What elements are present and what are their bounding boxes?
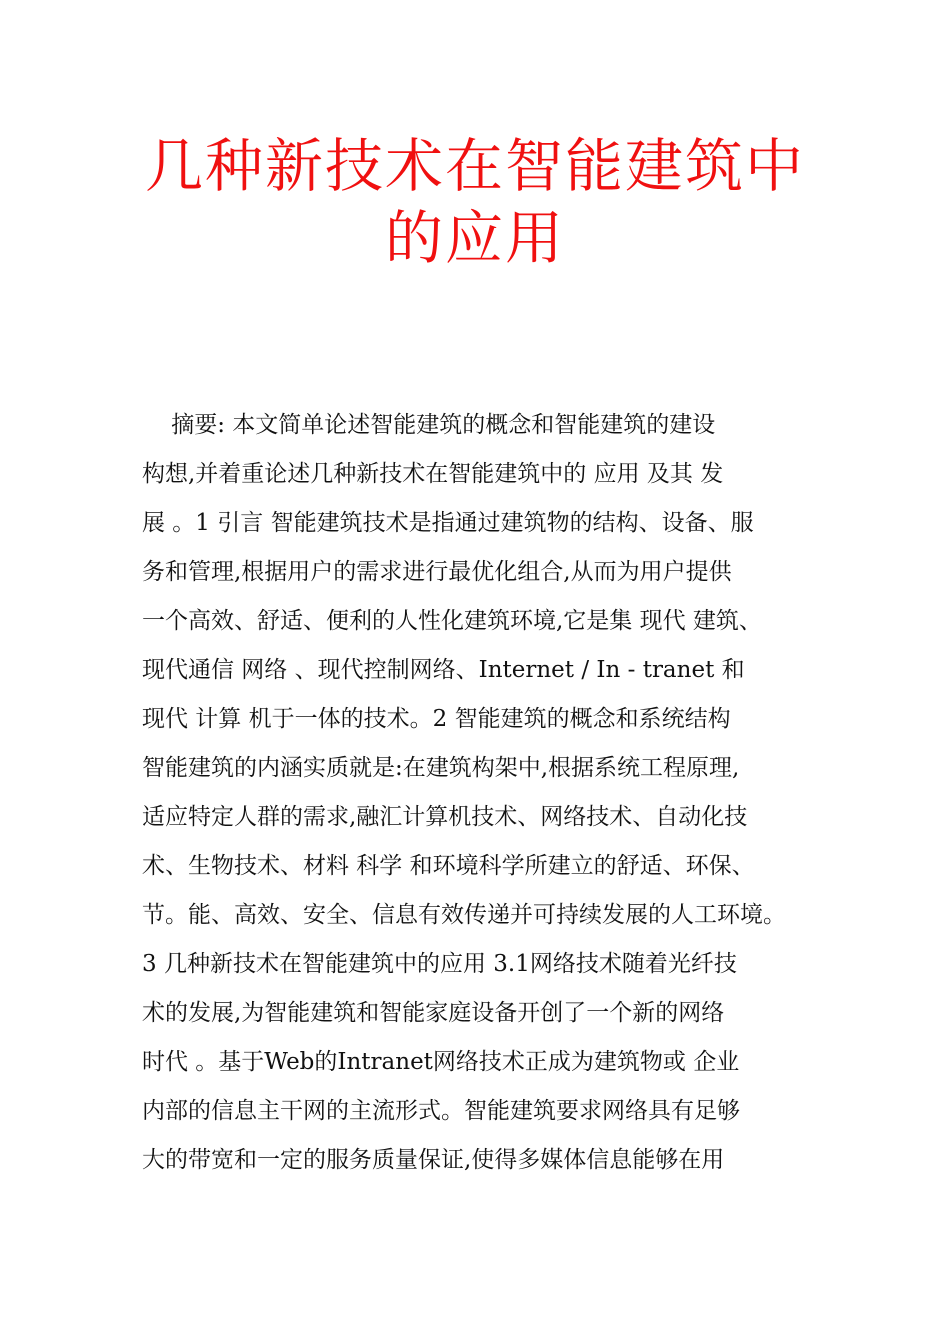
body-line: 构想,并着重论述几种新技术在智能建筑中的 应用 及其 发 <box>142 461 724 487</box>
body-line: 现代通信 网络 、现代控制网络、Internet / In - tranet 和 <box>142 657 745 683</box>
body-line: 大的带宽和一定的服务质量保证,使得多媒体信息能够在用 <box>142 1147 725 1173</box>
document-title-line-2: 的应用 <box>384 204 565 272</box>
body-line: 内部的信息主干网的主流形式。智能建筑要求网络具有足够 <box>142 1098 740 1124</box>
document-title-line-1: 几种新技术在智能建筑中 <box>144 132 805 200</box>
body-line: 智能建筑的内涵实质就是:在建筑构架中,根据系统工程原理, <box>142 755 740 781</box>
body-line: 3 几种新技术在智能建筑中的应用 3.1网络技术随着光纤技 <box>142 951 737 977</box>
body-line: 时代 。基于Web的Intranet网络技术正成为建筑物或 企业 <box>142 1049 740 1075</box>
body-text <box>142 405 822 1173</box>
body-line: 术、生物技术、材料 科学 和环境科学所建立的舒适、环保、 <box>142 853 755 879</box>
body-line: 务和管理,根据用户的需求进行最优化组合,从而为用户提供 <box>142 559 732 585</box>
body-line: 现代 计算 机于一体的技术。2 智能建筑的概念和系统结构 <box>142 706 731 732</box>
body-line: 摘要: 本文简单论述智能建筑的概念和智能建筑的建设 <box>142 412 716 438</box>
body-line: 术的发展,为智能建筑和智能家庭设备开创了一个新的网络 <box>142 1000 725 1026</box>
body-line: 展 。1 引言 智能建筑技术是指通过建筑物的结构、设备、服 <box>142 510 754 536</box>
body-line: 节。能、高效、安全、信息有效传递并可持续发展的人工环境。 <box>142 902 786 928</box>
body-line: 适应特定人群的需求,融汇计算机技术、网络技术、自动化技 <box>142 804 748 830</box>
body-line: 一个高效、舒适、便利的人性化建筑环境,它是集 现代 建筑、 <box>142 608 762 634</box>
